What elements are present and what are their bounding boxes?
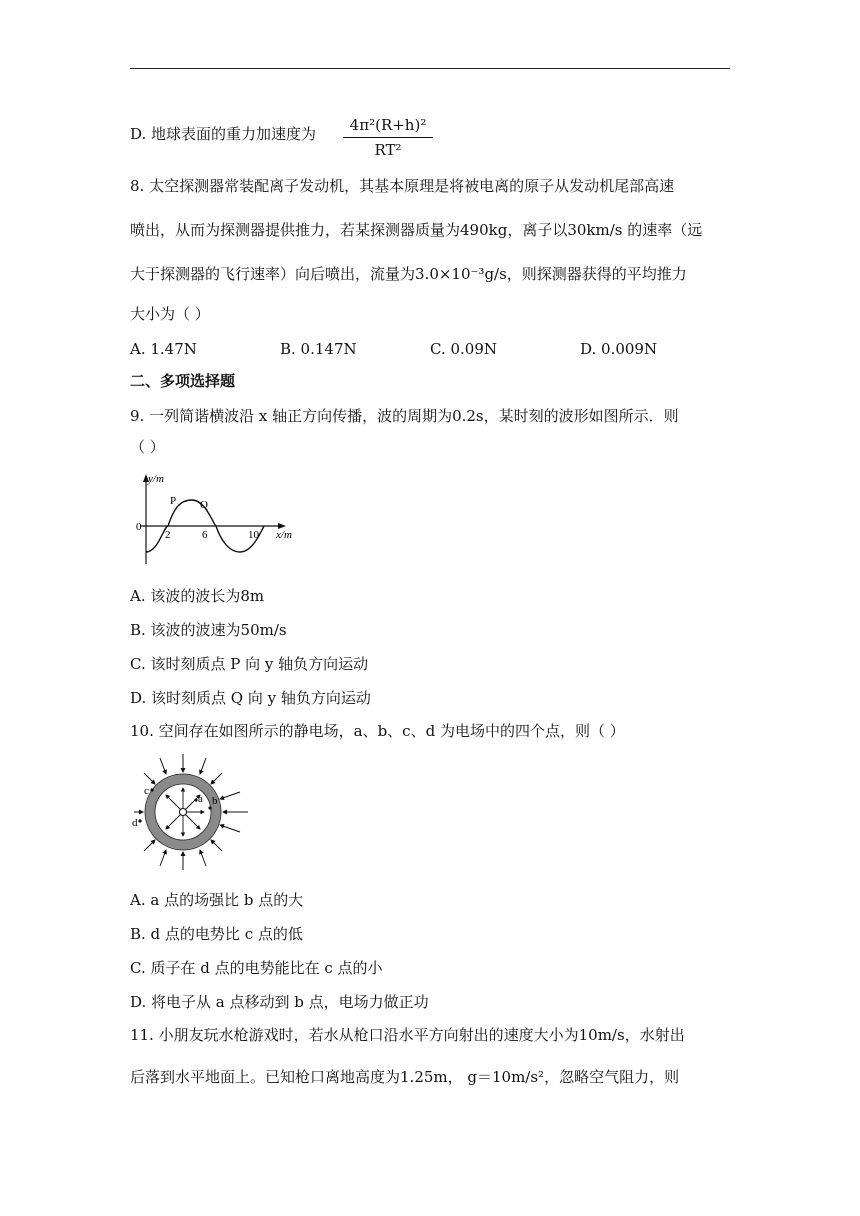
x-axis-label: x/m	[276, 529, 292, 541]
center-charge	[180, 809, 187, 816]
tick-6: 6	[202, 529, 208, 541]
point-c-label: c	[144, 785, 149, 797]
q9-option-a: A. 该波的波长为8m	[130, 587, 265, 605]
point-a-label: a	[198, 793, 203, 805]
q8-line-2: 喷出，从而为探测器提供推力，若某探测器质量为490kg，离子以30km/s 的速率（远	[130, 221, 703, 239]
point-d-label: d	[132, 817, 138, 829]
origin-label: 0	[136, 521, 142, 533]
q8-line-3: 大于探测器的飞行速率）向后喷出，流量为3.0×10⁻³g/s，则探测器获得的平均推力	[130, 265, 687, 283]
q8-option-d: D. 0.009N	[580, 340, 658, 358]
q9-line-1: 9. 一列简谐横波沿 x 轴正方向传播，波的周期为0.2s，某时刻的波形如图所示．则	[130, 407, 679, 425]
wave-figure	[130, 468, 300, 568]
q8-option-b: B. 0.147N	[280, 340, 357, 358]
q10-option-b: B. d 点的电势比 c 点的低	[130, 925, 303, 943]
q11-line-1: 11. 小朋友玩水枪游戏时，若水从枪口沿水平方向射出的速度大小为10m/s，水射出	[130, 1026, 685, 1044]
q8-option-a: A. 1.47N	[130, 340, 197, 358]
header-rule	[130, 68, 730, 69]
electric-field-figure	[130, 752, 260, 874]
q10-option-a: A. a 点的场强比 b 点的大	[130, 891, 304, 909]
point-q-label: Q	[200, 499, 208, 511]
point-d	[138, 819, 141, 822]
tick-10: 10	[248, 529, 259, 541]
q10-line-1: 10. 空间存在如图所示的静电场，a、b、c、d 为电场中的四个点，则（ ）	[130, 722, 625, 740]
q11-line-2: 后落到水平地面上。已知枪口离地高度为1.25m， g＝10m/s²，忽略空气阻力，则	[130, 1068, 680, 1086]
q10-option-d: D. 将电子从 a 点移动到 b 点，电场力做正功	[130, 993, 429, 1011]
point-b-label: b	[212, 795, 218, 807]
point-p-label: P	[170, 495, 177, 507]
q7-option-d: D. 地球表面的重力加速度为	[130, 125, 317, 143]
q7-option-d-fraction	[343, 116, 433, 159]
q10-option-c: C. 质子在 d 点的电势能比在 c 点的小	[130, 959, 383, 977]
q8-option-c: C. 0.09N	[430, 340, 498, 358]
q9-option-d: D. 该时刻质点 Q 向 y 轴负方向运动	[130, 689, 371, 707]
q9-line-2: （ ）	[130, 438, 165, 456]
q8-line-4: 大小为（ ）	[130, 305, 210, 323]
y-axis-label: y/m	[148, 473, 164, 485]
fraction-numerator: 4π²(R+h)²	[343, 116, 433, 138]
q8-line-1: 8. 太空探测器常装配离子发动机，其基本原理是将被电离的原子从发动机尾部高速	[130, 177, 675, 195]
tick-2: 2	[165, 529, 171, 541]
point-c	[150, 788, 153, 791]
section-title: 二、多项选择题	[130, 372, 236, 390]
q9-option-c: C. 该时刻质点 P 向 y 轴负方向运动	[130, 655, 369, 673]
q9-option-b: B. 该波的波速为50m/s	[130, 621, 287, 639]
fraction-denominator: RT²	[374, 141, 402, 159]
